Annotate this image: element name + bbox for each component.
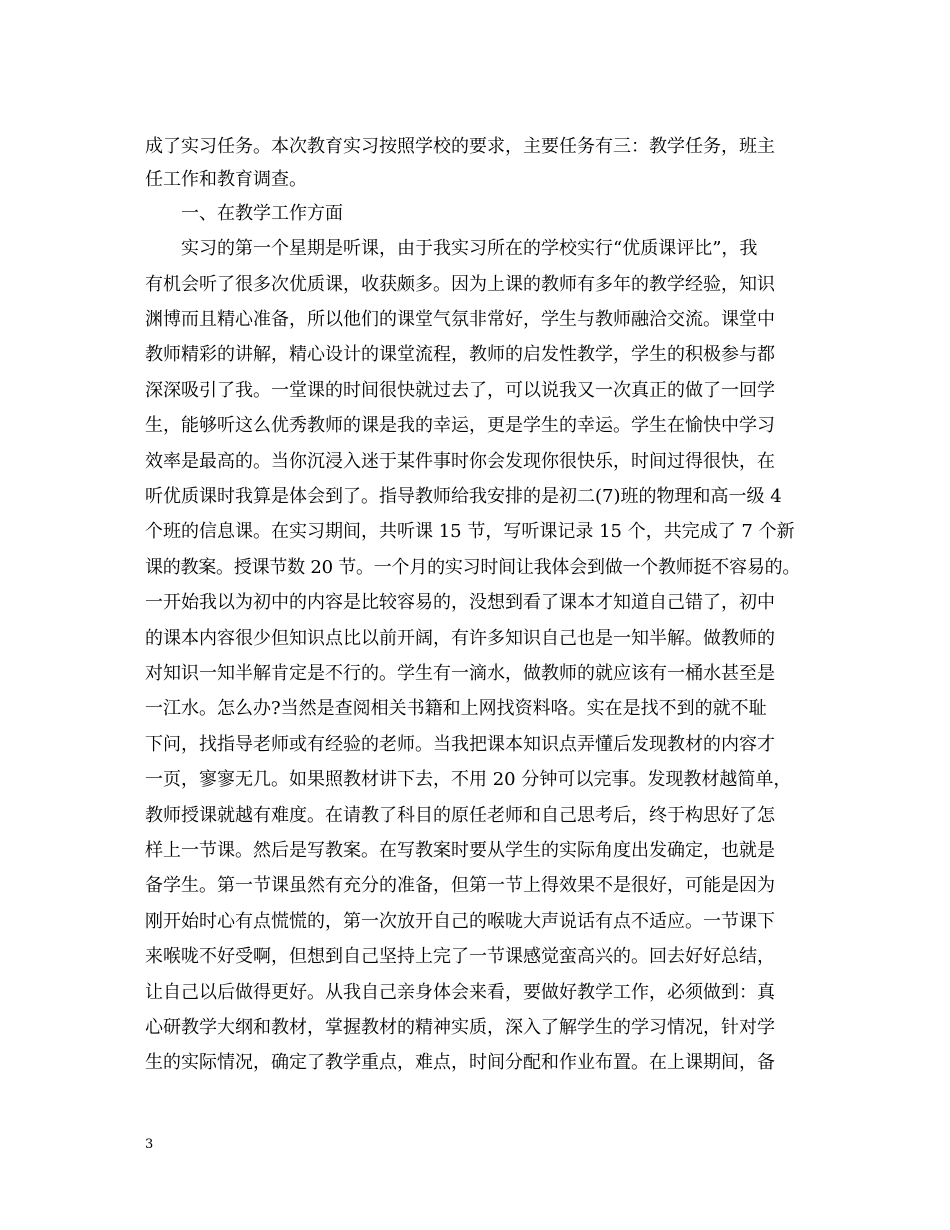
text-line: 刚开始时心有点慌慌的，第一次放开自己的喉咙大声说话有点不适应。一节课下	[145, 911, 775, 932]
section-heading: 一、在教学工作方面	[145, 203, 343, 224]
text-line: 生的实际情况，确定了教学重点，难点，时间分配和作业布置。在上课期间，备	[145, 1052, 775, 1073]
text-line: 听优质课时我算是体会到了。指导教师给我安排的是初二(7)班的物理和高一级 4	[145, 486, 782, 507]
text-line: 备学生。第一节课虽然有充分的准备，但第一节上得效果不是很好，可能是因为	[145, 875, 775, 896]
text-line: 成了实习任务。本次教育实习按照学校的要求，主要任务有三：教学任务，班主	[145, 136, 775, 157]
text-line: 教师授课就越有难度。在请教了科目的原任老师和自己思考后，终于构思好了怎	[145, 805, 775, 826]
text-line: 有机会听了很多次优质课，收获颇多。因为上课的教师有多年的教学经验，知识	[145, 274, 775, 295]
text-line: 任工作和教育调查。	[145, 169, 307, 190]
text-line: 教师精彩的讲解，精心设计的课堂流程，教师的启发性教学，学生的积极参与都	[145, 344, 775, 365]
text-line: 一页，寥寥无几。如果照教材讲下去，不用 20 分钟可以完事。发现教材越简单，	[145, 769, 792, 790]
text-line: 实习的第一个星期是听课，由于我实习所在的学校实行“优质课评比”，我	[145, 238, 758, 259]
text-line: 的课本内容很少但知识点比以前开阔，有许多知识自己也是一知半解。做教师的	[145, 628, 775, 649]
text-line: 来喉咙不好受啊，但想到自己坚持上完了一节课感觉蛮高兴的。回去好好总结，	[145, 946, 775, 967]
text-line: 下问，找指导老师或有经验的老师。当我把课本知识点弄懂后发现教材的内容才	[145, 734, 775, 755]
text-line: 样上一节课。然后是写教案。在写教案时要从学生的实际角度出发确定，也就是	[145, 840, 775, 861]
text-line: 深深吸引了我。一堂课的时间很快就过去了，可以说我又一次真正的做了一回学	[145, 380, 775, 401]
text-line: 一开始我以为初中的内容是比较容易的，没想到看了课本才知道自己错了，初中	[145, 592, 775, 613]
text-line: 效率是最高的。当你沉浸入迷于某件事时你会发现你很快乐，时间过得很快，在	[145, 451, 775, 472]
text-line: 生，能够听这么优秀教师的课是我的幸运，更是学生的幸运。学生在愉快中学习	[145, 415, 775, 436]
text-line: 心研教学大纲和教材，掌握教材的精神实质，深入了解学生的学习情况，针对学	[145, 1017, 775, 1038]
text-line: 个班的信息课。在实习期间，共听课 15 节，写听课记录 15 个，共完成了 7 个新	[145, 521, 795, 542]
text-line: 渊博而且精心准备，所以他们的课堂气氛非常好，学生与教师融洽交流。课堂中	[145, 309, 775, 330]
text-line: 对知识一知半解肯定是不行的。学生有一滴水，做教师的就应该有一桶水甚至是	[145, 663, 775, 684]
text-line: 课的教案。授课节数 20 节。一个月的实习时间让我体会到做一个教师挺不容易的。	[145, 557, 801, 578]
page-number: 3	[145, 1137, 154, 1152]
text-line: 让自己以后做得更好。从我自己亲身体会来看，要做好教学工作，必须做到：真	[145, 982, 775, 1003]
text-line: 一江水。怎么办?当然是查阅相关书籍和上网找资料咯。实在是找不到的就不耻	[145, 698, 767, 719]
